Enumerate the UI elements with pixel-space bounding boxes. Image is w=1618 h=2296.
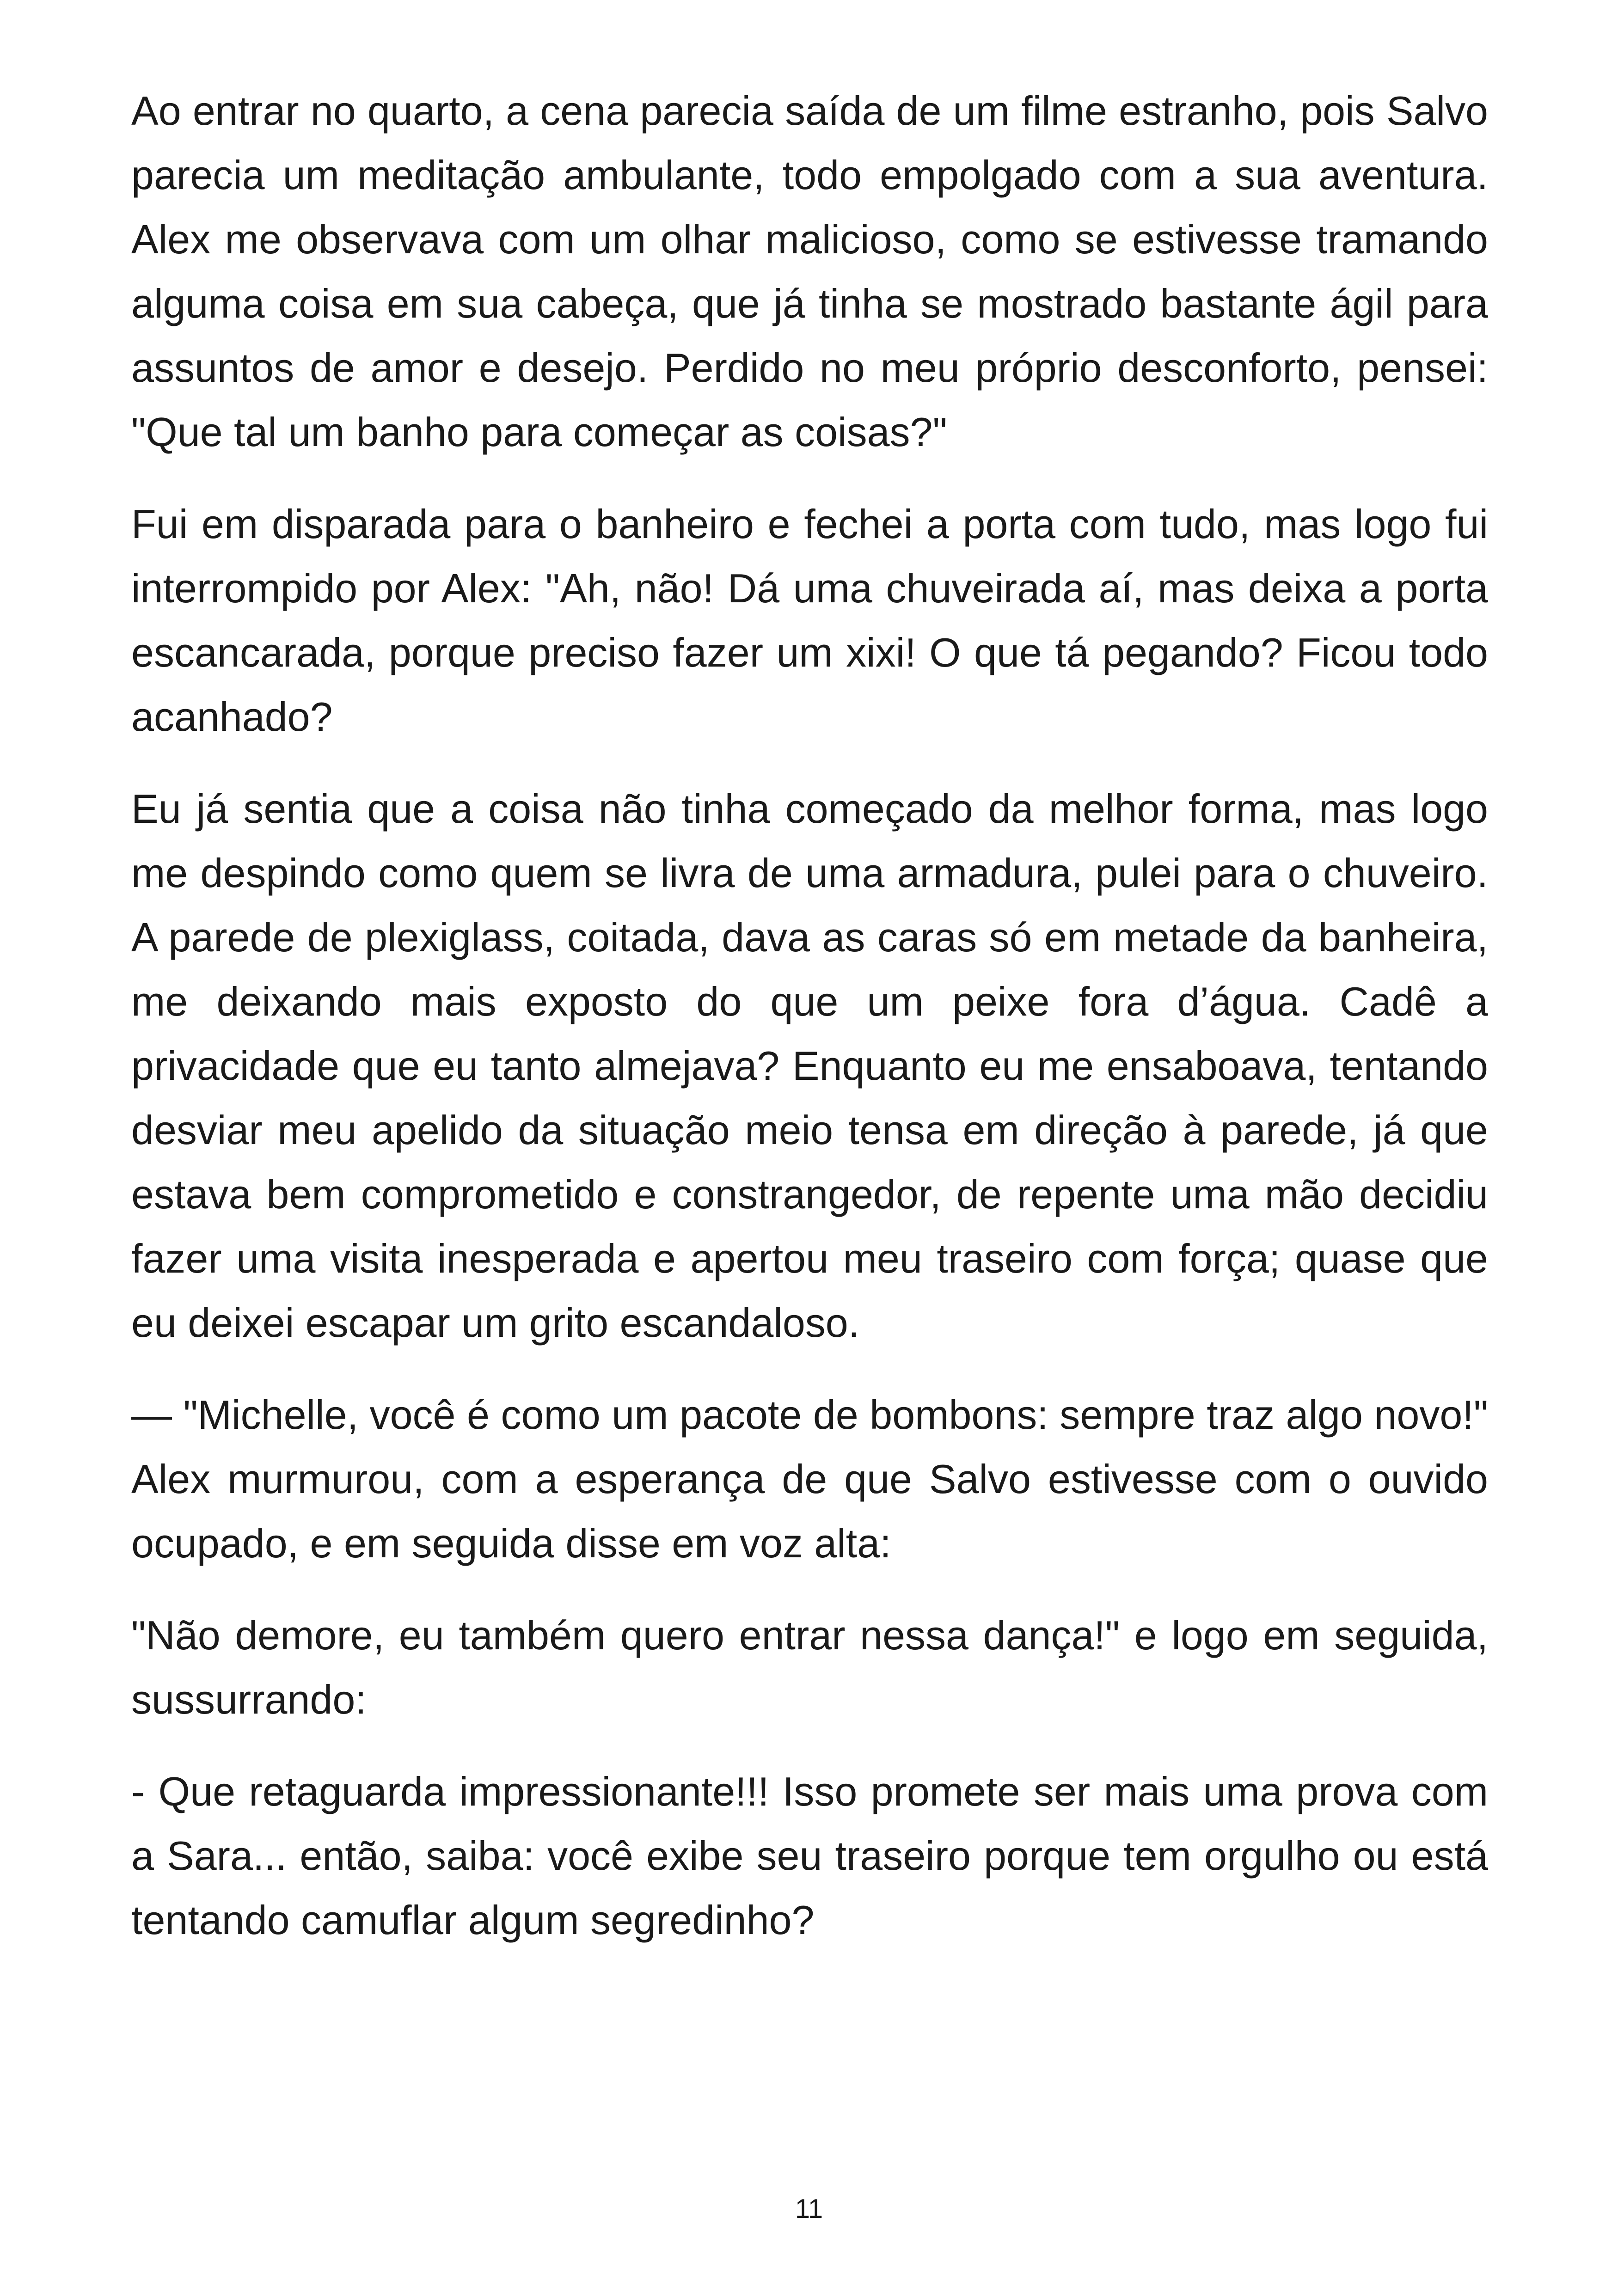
page-number: 11	[795, 2194, 823, 2224]
paragraph-3: Eu já sentia que a coisa não tinha começado da melhor forma, mas logo me despindo como quem se livra de uma armadura, pulei para o chuveiro. A parede de plexiglass, coitada, dava as caras só em metade da banheira, me deixando mais exposto do que um peixe fora d’água. Cadê a privacidade que eu tanto almejava? Enquanto eu me ensaboava, tentando desviar meu apelido da situação meio tensa em direção à parede, já que estava bem comprometido e constrangedor, de repente uma mão decidiu fazer uma visita inesperada e apertou meu traseiro com força; quase que eu deixei escapar um grito escandaloso.	[131, 786, 1488, 1346]
paragraph-4: — "Michelle, você é como um pacote de bombons: sempre traz algo novo!" Alex murmurou, com a esperança de que Salvo estivesse com o ouvido ocupado, e em seguida disse em voz alta:	[131, 1392, 1488, 1566]
body-text	[131, 79, 1488, 1980]
paragraph-5: "Não demore, eu também quero entrar nessa dança!" e logo em seguida, sussurrando:	[131, 1612, 1488, 1722]
paragraph-6: - Que retaguarda impressionante!!! Isso promete ser mais uma prova com a Sara... então, saiba: você exibe seu traseiro porque tem orgulho ou está tentando camuflar algum segredinho?	[131, 1769, 1488, 1943]
paragraph-1: Ao entrar no quarto, a cena parecia saída de um filme estranho, pois Salvo parecia um meditação ambulante, todo empolgado com a sua aventura. Alex me observava com um olhar malicioso, como se estivesse tramando alguma coisa em sua cabeça, que já tinha se mostrado bastante ágil para assuntos de amor e desejo. Perdido no meu próprio desconforto, pensei: "Que tal um banho para começar as coisas?"	[131, 88, 1488, 455]
paragraph-2: Fui em disparada para o banheiro e fechei a porta com tudo, mas logo fui interrompido por Alex: "Ah, não! Dá uma chuveirada aí, mas deixa a porta escancarada, porque preciso fazer um xixi! O que tá pegando? Ficou todo acanhado?	[131, 501, 1488, 740]
